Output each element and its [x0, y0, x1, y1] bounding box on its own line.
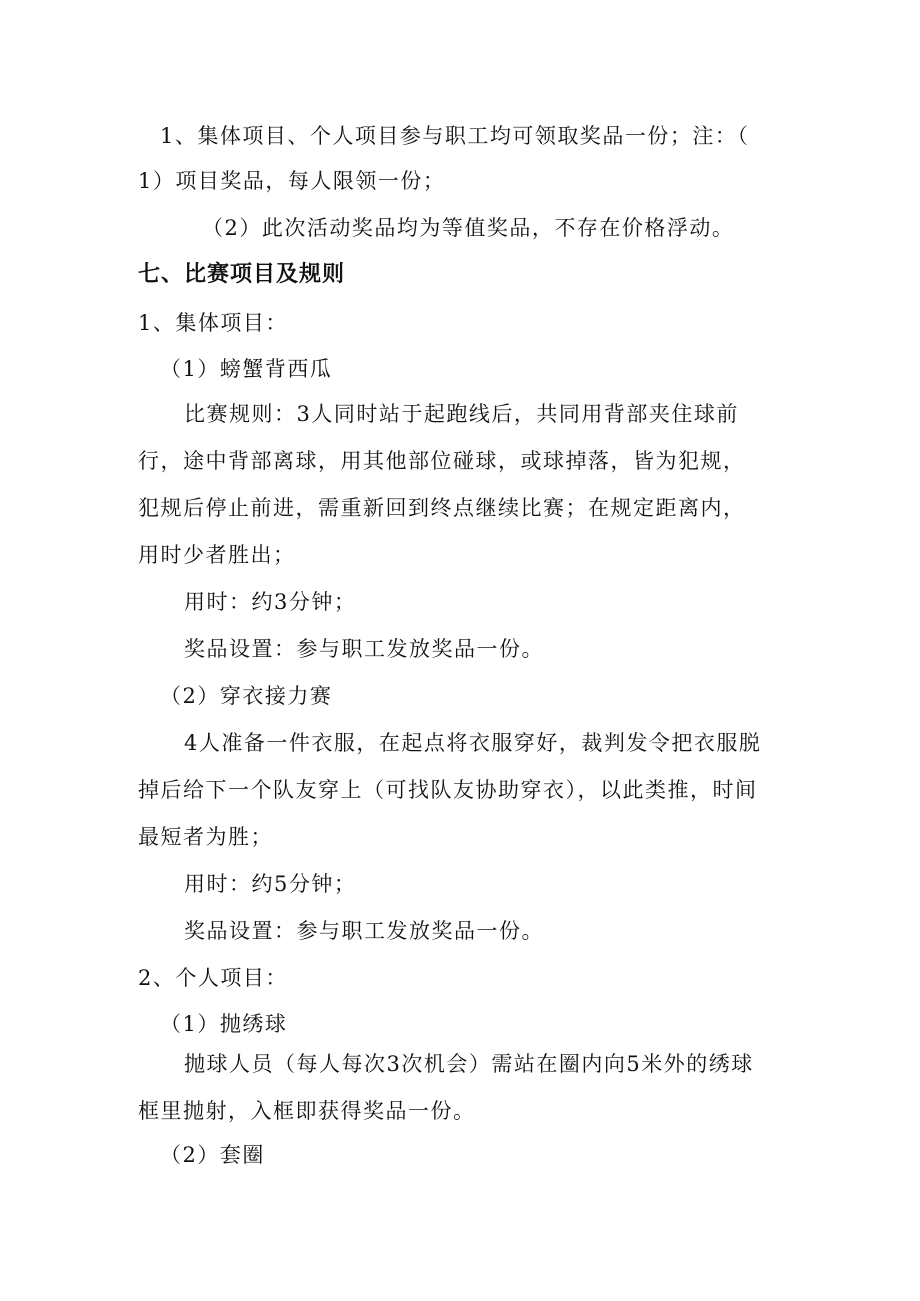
prize-line: 奖品设置：参与职工发放奖品一份。 [184, 637, 544, 661]
paragraph-line: 框里抛射，入框即获得奖品一份。 [138, 1099, 476, 1123]
section-heading: 七、比赛项目及规则 [138, 262, 346, 287]
note-line-3: （2）此次活动奖品均为等值奖品，不存在价格浮动。 [202, 216, 735, 240]
item-title: （2）穿衣接力赛 [160, 684, 333, 708]
duration-line: 用时：约5分钟； [184, 872, 357, 896]
paragraph-line: 用时少者胜出； [138, 543, 296, 567]
item-title: （1）螃蟹背西瓜 [160, 357, 333, 381]
paragraph-line: 比赛规则：3人同时站于起跑线后，共同用背部夹住球前 [184, 402, 739, 426]
paragraph-line: 4人准备一件衣服，在起点将衣服穿好，裁判发令把衣服脱 [184, 731, 762, 755]
duration-line: 用时：约3分钟； [184, 590, 357, 614]
paragraph-line: 最短者为胜； [138, 825, 273, 849]
item-title: （2）套圈 [160, 1143, 265, 1167]
paragraph-line: 掉后给下一个队友穿上（可找队友协助穿衣），以此类推，时间 [138, 778, 758, 802]
note-line-2: 1）项目奖品，每人限领一份； [138, 169, 446, 193]
note-line-1: 1、集体项目、个人项目参与职工均可领取奖品一份；注：（ [160, 124, 750, 148]
item-title: （1）抛绣球 [160, 1012, 288, 1036]
paragraph-line: 行，途中背部离球，用其他部位碰球，或球掉落，皆为犯规， [138, 449, 746, 473]
prize-line: 奖品设置：参与职工发放奖品一份。 [184, 919, 544, 943]
paragraph-line: 犯规后停止前进，需重新回到终点继续比赛；在规定距离内， [138, 496, 746, 520]
subsection-title: 2、个人项目： [138, 966, 288, 990]
subsection-title: 1、集体项目： [138, 311, 288, 335]
paragraph-line: 抛球人员（每人每次3次机会）需站在圈内向5米外的绣球 [184, 1052, 754, 1076]
